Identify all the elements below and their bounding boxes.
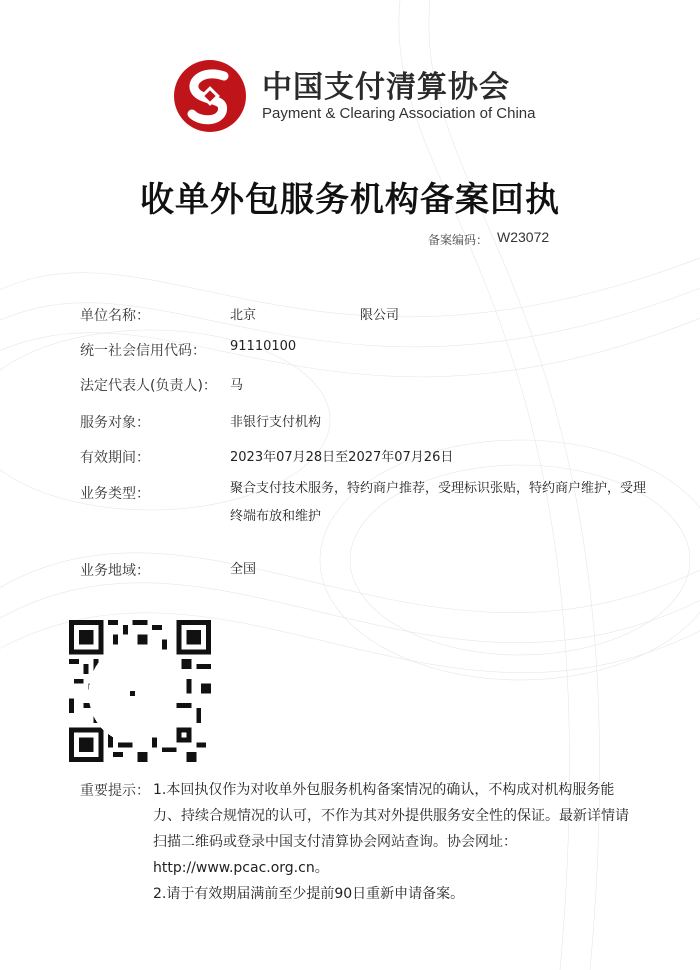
org-name-en: Payment & Clearing Association of China — [262, 105, 536, 122]
field-value-credit-code: 91110100 — [230, 339, 297, 354]
field-value-service-target: 非银行支付机构 — [230, 415, 322, 430]
field-value-business-region: 全国 — [230, 562, 257, 577]
field-label-credit-code: 统一社会信用代码： — [80, 343, 206, 359]
field-value-validity: 2023年07月28日至2027年07月26日 — [230, 450, 454, 465]
field-label-service-target: 服务对象： — [80, 415, 150, 431]
notice-item-1: 1.本回执仅作为对收单外包服务机构备案情况的确认，不构成对机构服务能力、持续合规情况的认可，不作为其对外提供服务安全性的保证。最新详情请扫描二维码或登录中国支付清算协会网站查询。协会网址：http://www.pcac.org.cn。 — [153, 782, 629, 876]
field-value-business-type: 聚合支付技术服务，特约商户推荐，受理标识张贴，特约商户维护，受理终端布放和维护 — [230, 481, 647, 524]
field-value-legal-rep: 马 — [230, 378, 244, 393]
field-label-validity: 有效期间： — [80, 450, 150, 466]
field-label-business-region: 业务地域： — [80, 563, 150, 579]
org-name-cn: 中国支付清算协会 — [262, 70, 510, 105]
record-number-label: 备案编码： — [428, 233, 489, 247]
record-number-value: W23072 — [497, 229, 550, 245]
pcac-logo — [172, 58, 248, 134]
notice-label: 重要提示： — [80, 783, 150, 799]
document-title: 收单外包服务机构备案回执 — [140, 180, 560, 220]
field-value-company: 北京 限公司 — [230, 308, 400, 323]
qr-code[interactable] — [69, 620, 211, 762]
field-label-business-type: 业务类型： — [80, 486, 150, 502]
field-label-company: 单位名称： — [80, 308, 150, 324]
notice-item-2: 2.请于有效期届满前至少提前90日重新申请备案。 — [153, 886, 465, 902]
field-label-legal-rep: 法定代表人(负责人)： — [80, 378, 217, 394]
